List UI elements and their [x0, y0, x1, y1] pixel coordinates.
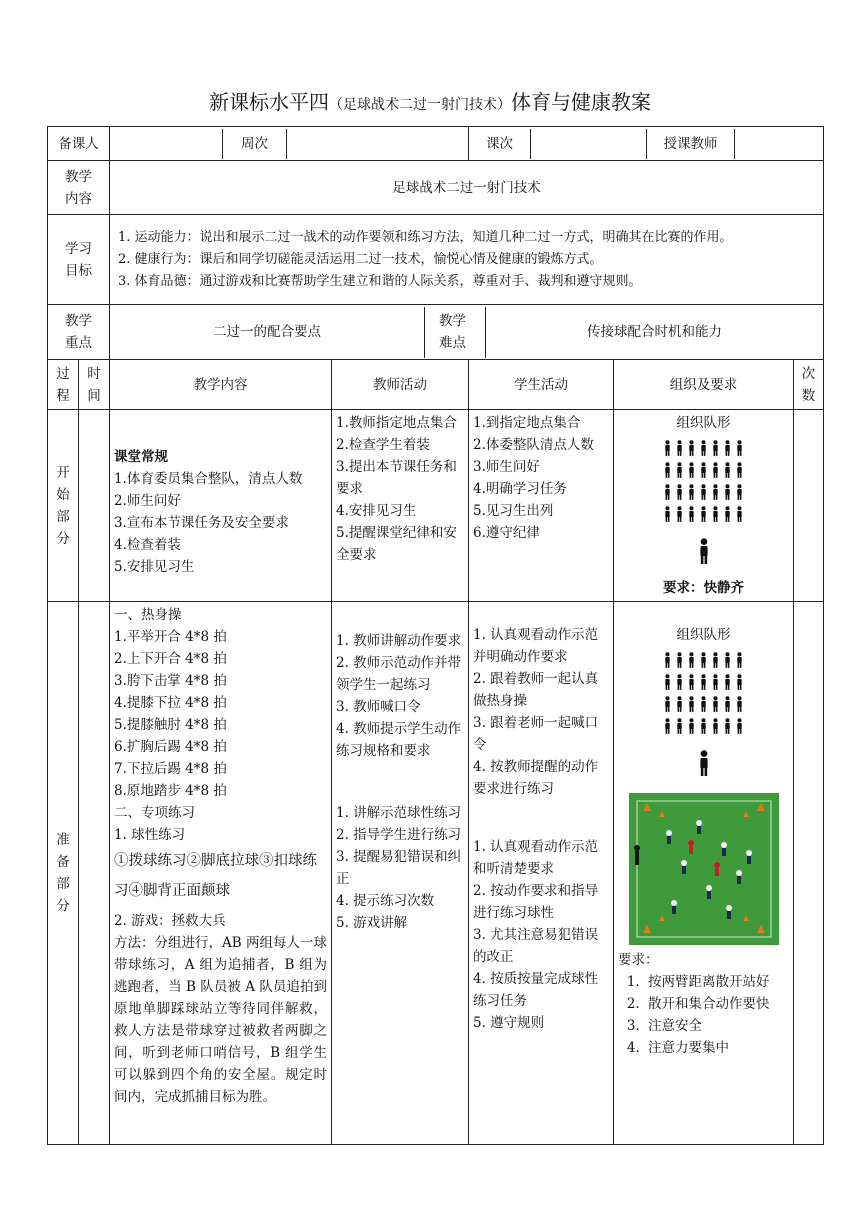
student-figure-icon [664, 462, 671, 478]
student-figure-icon [712, 440, 719, 456]
student-figure-icon [712, 484, 719, 500]
student-figure-icon [736, 652, 743, 668]
teacher-label: 授课教师 [647, 129, 735, 159]
student-figure-icon [724, 462, 731, 478]
prep-content [110, 602, 332, 1145]
student-figure-icon [676, 440, 683, 456]
student-figure-icon [712, 696, 719, 712]
list-item: 1. 认真观看动作示范和听清楚要求 [473, 839, 599, 877]
list-item: 7.下拉后踢 4*8 拍 [114, 761, 227, 777]
student-figure-icon [736, 718, 743, 734]
start-requirement: 要求：快静齐 [663, 580, 744, 596]
student-figure-icon [688, 652, 695, 668]
student-figure-icon [736, 440, 743, 456]
student-figure-icon [688, 718, 695, 734]
student-figure-icon [736, 674, 743, 690]
lesson-value [531, 129, 647, 159]
game-method: 方法：分组进行，AB 两组每人一球带球练习，A 组为追捕者，B 组为逃跑者，当 B 队员被 A 队员追拍到原地单脚踩球站立等待同伴解救，救人方法是带球穿过被救者两脚之间，听到老师口哨信号，B 组学生可以躲到四个角的安全屋。规定时间内，完成抓捕目标为胜。 [114, 935, 327, 1105]
student-figure-icon [724, 484, 731, 500]
header-row [48, 127, 824, 161]
list-item: 4. 按教师提醒的动作要求进行练习 [473, 759, 599, 797]
list-item: 3. 跟着老师一起喊口令 [473, 715, 599, 753]
student-figure-icon [676, 674, 683, 690]
student-row [664, 674, 743, 690]
list-item: 4. 提示练习次数 [336, 893, 435, 909]
col-student: 学生活动 [469, 360, 614, 410]
page-title: 新课标水平四（足球战术二过一射门技术）体育与健康教案 [209, 90, 651, 114]
drills-text: ①拨球练习②脚底拉球③扣球练习④脚背正面颠球 [114, 853, 317, 899]
student-figure-icon [664, 652, 671, 668]
list-item: 3.宣布本节课任务及安全要求 [114, 514, 289, 531]
student-figure-icon [724, 696, 731, 712]
list-item: 4.检查着装 [114, 536, 181, 553]
goal-item: 1. 运动能力：说出和展示二过一战术的动作要领和练习方法，知道几种二过一方式，明确其在比赛的作用。 [118, 229, 733, 245]
student-figure-icon [700, 506, 707, 522]
student-row [664, 696, 743, 712]
list-item: 5. 遵守规则 [473, 1015, 545, 1031]
col-content: 教学内容 [110, 360, 332, 410]
preparer-label: 备课人 [48, 127, 110, 161]
game-title: 2. 游戏：拯救大兵 [114, 913, 226, 929]
prep-org [614, 602, 794, 1145]
student-row [664, 718, 743, 734]
preparer-value [110, 129, 223, 159]
column-header-row [48, 360, 824, 410]
week-label: 周次 [223, 129, 287, 159]
start-content [110, 410, 332, 602]
col-org: 组织及要求 [614, 360, 794, 410]
list-item: 4.安排见习生 [336, 503, 417, 519]
goal-item: 2. 健康行为：课后和同学切磋能灵活运用二过一技术，愉悦心情及健康的锻炼方式。 [118, 251, 603, 267]
list-item: 8.原地踏步 4*8 拍 [114, 783, 227, 799]
prep-requirement-label: 要求： [618, 952, 659, 968]
student-figure-icon [664, 506, 671, 522]
student-figure-icon [688, 506, 695, 522]
student-figure-icon [676, 652, 683, 668]
student-figure-icon [664, 718, 671, 734]
student-row [664, 440, 743, 456]
prep-section-row [48, 602, 824, 1145]
list-item: 4.明确学习任务 [473, 481, 567, 497]
list-item: 一、热身操 [114, 607, 182, 623]
student-figure-icon [688, 696, 695, 712]
student-figure-icon [700, 440, 707, 456]
list-item: 二、专项练习 [114, 805, 195, 821]
list-item: 2. 教师示范动作并带领学生一起练习 [336, 655, 462, 693]
student-figure-icon [676, 696, 683, 712]
student-figure-icon [712, 462, 719, 478]
student-figure-icon [736, 462, 743, 478]
prep-teacher [332, 602, 469, 1145]
list-item: 6.扩胸后踢 4*8 拍 [114, 739, 227, 755]
formation-title: 组织队形 [676, 415, 731, 431]
prep-student [469, 602, 614, 1145]
student-row [664, 652, 743, 668]
goals-label: 学习目标 [48, 215, 110, 305]
student-figure-icon [700, 696, 707, 712]
student-figure-icon [700, 718, 707, 734]
student-row [664, 506, 743, 522]
student-figure-icon [712, 652, 719, 668]
student-figure-icon [664, 440, 671, 456]
list-item: 2. 指导学生进行练习 [336, 827, 462, 843]
list-item: 1. 教师讲解动作要求 [336, 633, 462, 649]
student-figure-icon [688, 440, 695, 456]
list-item: 4. 注意力要集中 [644, 1037, 789, 1059]
list-item: 3.提出本节课任务和要求 [336, 459, 457, 497]
start-student [469, 410, 614, 602]
student-figure-icon [700, 652, 707, 668]
student-figure-icon [712, 718, 719, 734]
prep-label: 准备部分 [48, 602, 79, 1145]
list-item: 2.体委整队清点人数 [473, 437, 594, 453]
list-item: 2. 散开和集合动作要快 [644, 993, 789, 1015]
list-item: 2.检查学生着装 [336, 437, 430, 453]
soccer-field-photo [629, 793, 779, 945]
goals-list [110, 215, 824, 305]
list-item: 5.安排见习生 [114, 558, 195, 575]
formation-diagram [618, 652, 789, 783]
student-figure-icon [676, 462, 683, 478]
col-count: 次数 [794, 360, 824, 410]
list-item: 2. 按动作要求和指导进行练习球性 [473, 883, 599, 921]
list-item: 3. 提醒易犯错误和纠正 [336, 849, 462, 887]
list-item: 4.提膝下拉 4*8 拍 [114, 695, 227, 711]
student-figure-icon [688, 484, 695, 500]
list-item: 3.胯下击掌 4*8 拍 [114, 673, 227, 689]
list-item: 1. 按两臂距离散开站好 [644, 971, 789, 993]
content-label: 教学内容 [48, 161, 110, 215]
lesson-label: 课次 [469, 129, 531, 159]
list-item: 6.遵守纪律 [473, 525, 540, 541]
student-figure-icon [688, 462, 695, 478]
list-item: 4. 教师提示学生动作练习规格和要求 [336, 721, 462, 759]
key-points-label: 教学重点 [48, 305, 110, 360]
start-content-title: 课堂常规 [114, 448, 168, 465]
list-item: 3. 注意安全 [644, 1015, 789, 1037]
list-item: 2.上下开合 4*8 拍 [114, 651, 227, 667]
col-time: 时间 [79, 360, 110, 410]
teacher-value [735, 129, 823, 159]
student-figure-icon [736, 696, 743, 712]
student-figure-icon [736, 506, 743, 522]
content-value: 足球战术二过一射门技术 [110, 161, 824, 215]
difficult-value: 传接球配合时机和能力 [587, 324, 722, 340]
list-item: 1. 球性练习 [114, 827, 186, 843]
week-value [287, 129, 468, 159]
list-item: 5. 游戏讲解 [336, 915, 408, 931]
student-figure-icon [676, 506, 683, 522]
list-item: 1.教师指定地点集合 [336, 415, 457, 431]
student-figure-icon [688, 674, 695, 690]
list-item: 3.师生问好 [473, 459, 540, 475]
list-item: 1. 讲解示范球性练习 [336, 805, 462, 821]
student-figure-icon [724, 440, 731, 456]
list-item: 5.提醒课堂纪律和安全要求 [336, 525, 457, 563]
list-item: 3. 教师喊口令 [336, 699, 421, 715]
student-figure-icon [664, 696, 671, 712]
difficult-label: 教学难点 [439, 313, 466, 351]
student-figure-icon [700, 674, 707, 690]
formation-title: 组织队形 [676, 627, 731, 643]
student-figure-icon [736, 484, 743, 500]
list-item: 2.师生问好 [114, 492, 181, 509]
student-figure-icon [724, 674, 731, 690]
student-figure-icon [664, 484, 671, 500]
prep-requirements [618, 971, 789, 1059]
student-figure-icon [664, 674, 671, 690]
list-item: 1.体育委员集合整队，清点人数 [114, 470, 303, 487]
start-org [614, 410, 794, 602]
student-figure-icon [712, 506, 719, 522]
teacher-figure-icon [698, 750, 710, 783]
student-figure-icon [712, 674, 719, 690]
student-figure-icon [700, 462, 707, 478]
student-figure-icon [724, 652, 731, 668]
student-figure-icon [724, 506, 731, 522]
key-points-value: 二过一的配合要点 [110, 307, 425, 358]
student-row [664, 484, 743, 500]
col-teacher: 教师活动 [332, 360, 469, 410]
list-item: 2. 跟着教师一起认真做热身操 [473, 671, 599, 709]
list-item: 1.到指定地点集合 [473, 415, 581, 431]
student-figure-icon [676, 484, 683, 500]
student-row [664, 462, 743, 478]
student-figure-icon [700, 484, 707, 500]
goal-item: 3. 体育品德：通过游戏和比赛帮助学生建立和谐的人际关系，尊重对手、裁判和遵守规则。 [118, 273, 642, 289]
teacher-figure-icon [698, 538, 710, 571]
start-label: 开始部分 [48, 410, 79, 602]
col-process: 过程 [48, 360, 79, 410]
student-figure-icon [676, 718, 683, 734]
list-item: 4. 按质按量完成球性练习任务 [473, 971, 599, 1009]
list-item: 1.平举开合 4*8 拍 [114, 629, 227, 645]
list-item: 1. 认真观看动作示范并明确动作要求 [473, 627, 599, 665]
start-section-row [48, 410, 824, 602]
lesson-plan-table [47, 126, 824, 1145]
formation-diagram [618, 440, 789, 571]
start-teacher [332, 410, 469, 602]
list-item: 5.见习生出列 [473, 503, 554, 519]
student-figure-icon [724, 718, 731, 734]
list-item: 3. 尤其注意易犯错误的改正 [473, 927, 599, 965]
list-item: 5.提膝触肘 4*8 拍 [114, 717, 227, 733]
